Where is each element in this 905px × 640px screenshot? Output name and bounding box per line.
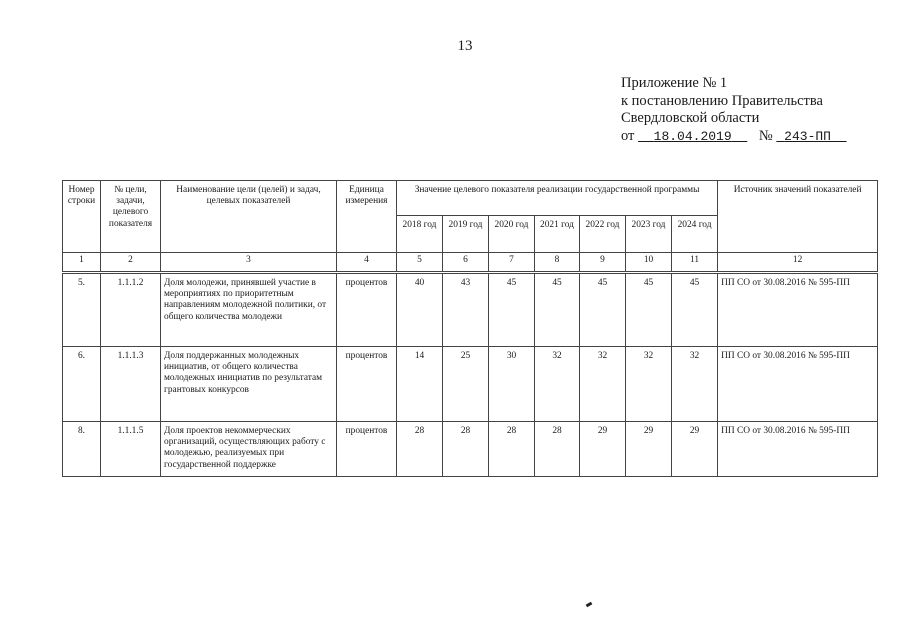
resolution-number: 243-ПП (784, 128, 831, 144)
row-value: 45 (626, 273, 672, 347)
column-number: 5 (397, 253, 443, 273)
row-code: 1.1.1.5 (101, 422, 161, 477)
row-unit: процентов (337, 273, 397, 347)
header-year: 2023 год (626, 216, 672, 253)
table-row (63, 422, 878, 477)
row-value: 32 (672, 347, 718, 422)
row-value: 30 (489, 347, 535, 422)
page-number: 13 (457, 38, 473, 54)
header-year: 2018 год (397, 216, 443, 253)
column-number: 7 (489, 253, 535, 273)
indicators-table (62, 180, 878, 477)
appendix-title: Приложение № 1 (621, 75, 728, 91)
row-name: Доля поддержанных молодежных инициатив, от общего количества молодежных инициатив по результатам грантовых конкурсов (161, 347, 337, 422)
row-value: 45 (580, 273, 626, 347)
column-number: 6 (443, 253, 489, 273)
row-number: 6. (63, 347, 101, 422)
column-number: 11 (672, 253, 718, 273)
header-goal-number: № цели, задачи, целевого показателя (101, 181, 161, 253)
column-number: 12 (718, 253, 878, 273)
appendix-header (621, 75, 847, 145)
column-numbers-row (63, 253, 878, 273)
header-source: Источник значений показателей (718, 181, 878, 253)
row-source: ПП СО от 30.08.2016 № 595-ПП (718, 347, 878, 422)
row-number: 5. (63, 273, 101, 347)
row-unit: процентов (337, 347, 397, 422)
date-prefix: от (621, 127, 635, 144)
column-number: 8 (535, 253, 580, 273)
row-value: 32 (626, 347, 672, 422)
row-value: 28 (443, 422, 489, 477)
header-unit: Единица измерения (337, 181, 397, 253)
row-code: 1.1.1.2 (101, 273, 161, 347)
row-value: 45 (489, 273, 535, 347)
row-value: 32 (535, 347, 580, 422)
header-year: 2024 год (672, 216, 718, 253)
row-value: 29 (672, 422, 718, 477)
column-number: 10 (626, 253, 672, 273)
row-value: 28 (397, 422, 443, 477)
header-year: 2021 год (535, 216, 580, 253)
row-value: 29 (580, 422, 626, 477)
row-number: 8. (63, 422, 101, 477)
scan-mark (586, 602, 593, 608)
row-value: 45 (535, 273, 580, 347)
row-source: ПП СО от 30.08.2016 № 595-ПП (718, 273, 878, 347)
row-value: 28 (535, 422, 580, 477)
table-row (63, 347, 878, 422)
column-number: 1 (63, 253, 101, 273)
column-number: 2 (101, 253, 161, 273)
row-code: 1.1.1.3 (101, 347, 161, 422)
header-name: Наименование цели (целей) и задач, целевых показателей (161, 181, 337, 253)
header-year: 2022 год (580, 216, 626, 253)
column-number: 9 (580, 253, 626, 273)
row-value: 43 (443, 273, 489, 347)
row-value: 25 (443, 347, 489, 422)
row-name: Доля молодежи, принявшей участие в мероприятиях по приоритетным направлениям молодежной политики, от общего количества молодежи (161, 273, 337, 347)
row-source: ПП СО от 30.08.2016 № 595-ПП (718, 422, 878, 477)
column-number: 3 (161, 253, 337, 273)
resolution-date: 18.04.2019 (653, 128, 732, 144)
row-name: Доля проектов некоммерческих организаций, осуществляющих работу с молодежью, реализуемых при государственной поддержке (161, 422, 337, 477)
header-values-group: Значение целевого показателя реализации государственной программы (397, 181, 718, 216)
number-prefix: № (758, 127, 773, 144)
row-value: 28 (489, 422, 535, 477)
header-row (63, 181, 878, 216)
table-row (63, 273, 878, 347)
header-year: 2020 год (489, 216, 535, 253)
row-value: 45 (672, 273, 718, 347)
row-value: 29 (626, 422, 672, 477)
row-value: 14 (397, 347, 443, 422)
appendix-date-line (621, 128, 847, 146)
row-value: 40 (397, 273, 443, 347)
column-number: 4 (337, 253, 397, 273)
row-unit: процентов (337, 422, 397, 477)
header-row-number: Номер строки (63, 181, 101, 253)
appendix-resolution: к постановлению Правительства (621, 92, 823, 109)
appendix-region: Свердловской области (621, 110, 760, 126)
row-value: 32 (580, 347, 626, 422)
header-year: 2019 год (443, 216, 489, 253)
